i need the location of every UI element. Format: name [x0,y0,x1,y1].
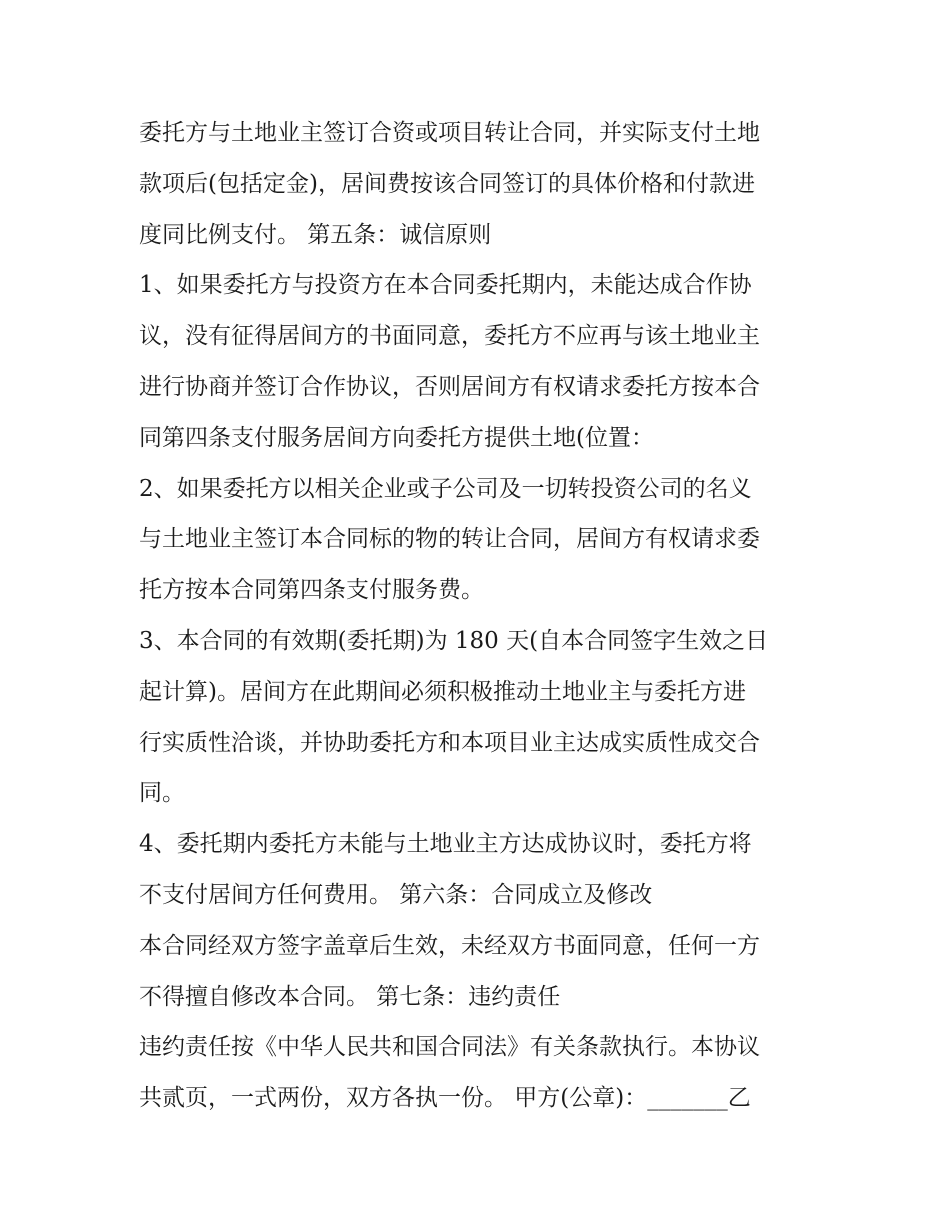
text-line: 2、如果委托方以相关企业或子公司及一切转投资公司的名义 [139,475,752,502]
text-line: 与土地业主签订本合同标的物的转让合同，居间方有权请求委 [139,526,760,553]
text-line: 违约责任按《中华人民共和国合同法》有关条款执行。本协议 [139,1034,760,1061]
text-line: 同。 [139,780,185,807]
text-line: 共贰页，一式两份，双方各执一份。 甲方(公章)：_______乙 [139,1085,751,1112]
text-line: 3、本合同的有效期(委托期)为 180 天(自本合同签字生效之日 [139,627,769,654]
text-line: 不支付居间方任何费用。 第六条：合同成立及修改 [139,881,653,908]
text-line: 起计算)。居间方在此期间必须积极推动土地业主与委托方进 [139,678,746,705]
text-line: 款项后(包括定金)，居间费按该合同签订的具体价格和付款进 [139,170,755,197]
text-line: 4、委托期内委托方未能与土地业主方达成协议时，委托方将 [139,831,752,858]
text-line: 本合同经双方签字盖章后生效，未经双方书面同意，任何一方 [139,932,760,959]
text-line: 不得擅自修改本合同。 第七条：违约责任 [139,983,561,1010]
text-line: 托方按本合同第四条支付服务费。 [139,577,484,604]
text-line: 议，没有征得居间方的书面同意，委托方不应再与该土地业主 [139,323,760,350]
document-body [139,108,819,1124]
text-line: 行实质性洽谈，并协助委托方和本项目业主达成实质性成交合 [139,729,760,756]
text-line: 委托方与土地业主签订合资或项目转让合同，并实际支付土地 [139,120,760,146]
text-line: 1、如果委托方与投资方在本合同委托期内，未能达成合作协 [139,272,752,299]
text-line: 进行协商并签订合作协议，否则居间方有权请求委托方按本合 [139,373,760,400]
text-line: 同第四条支付服务居间方向委托方提供土地(位置： [139,424,654,451]
text-line: 度同比例支付。 第五条：诚信原则 [139,221,492,248]
